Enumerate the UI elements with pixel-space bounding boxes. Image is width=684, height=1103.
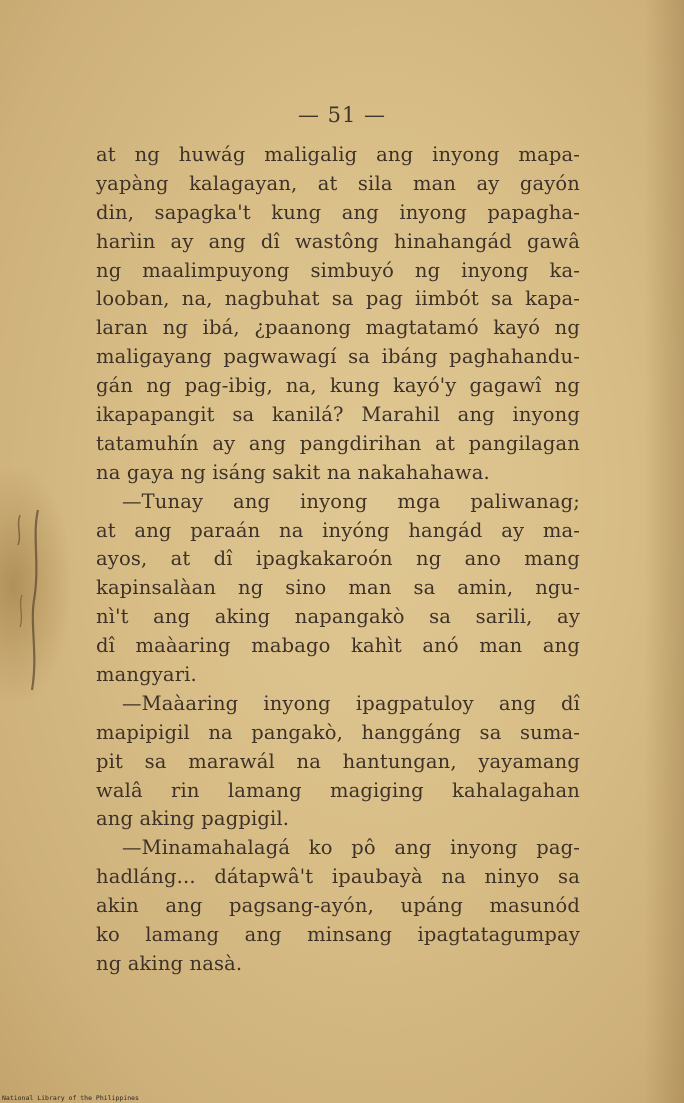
page-edge-shading: [644, 0, 684, 1103]
text-line: yapàng kalagayan, at sila man ay gayón: [96, 171, 580, 195]
text-line: hadláng... dátapwâ't ipaubayà na ninyo sa: [96, 865, 580, 889]
text-line: tatamuhín ay ang pangdirihan at pangilagan: [96, 431, 580, 455]
text-line: ng maalimpuyong simbuyó ng inyong ka-: [96, 258, 580, 282]
text-line: kapinsalàan ng sino man sa amin, ngu-: [96, 576, 580, 600]
text-line: —Maàaring inyong ipagpatuloy ang dî: [122, 691, 580, 715]
text-line: laran ng ibá, ¿paanong magtatamó kayó ng: [96, 316, 580, 340]
text-line: pit sa marawál na hantungan, yayamang: [96, 749, 580, 773]
text-line: mapipigil na pangakò, hanggáng sa suma-: [96, 720, 580, 744]
text-line: ko lamang ang minsang ipagtatagumpay: [96, 923, 580, 947]
text-line: nì't ang aking napangakò sa sarili, ay: [96, 605, 580, 629]
binding-tear-marks: [8, 505, 48, 695]
text-line: na gaya ng isáng sakit na nakahahawa.: [96, 460, 490, 484]
page-number: — 51 —: [297, 103, 387, 127]
text-line: dî maàaring mabago kahìt anó man ang: [96, 634, 580, 658]
text-line: at ng huwág maligalig ang inyong mapa-: [96, 143, 580, 166]
text-line: mangyari.: [96, 663, 197, 687]
text-line: —Minamahalagá ko pô ang inyong pag-: [122, 836, 580, 860]
text-line: ayos, at dî ipagkakaroón ng ano mang: [96, 547, 580, 571]
text-line: walâ rin lamang magiging kahalagahan: [96, 778, 580, 802]
text-line: gán ng pag-ibig, na, kung kayó'y gagawî ng: [96, 374, 580, 398]
page-text: [96, 141, 580, 979]
text-line: ang aking pagpigil.: [96, 807, 290, 831]
text-line: —Tunay ang inyong mga paliwanag;: [122, 489, 580, 513]
text-line: din, sapagka't kung ang inyong papagha-: [96, 200, 580, 224]
text-line: akin ang pagsang-ayón, upáng masunód: [96, 894, 580, 918]
text-line: maligayang pagwawagí sa ibáng paghahandu-: [96, 345, 580, 369]
text-line: ng aking nasà.: [96, 951, 243, 975]
text-line: at ang paraán na inyóng hangád ay ma-: [96, 518, 580, 542]
text-line: ikapapangit sa kanilá? Marahil ang inyong: [96, 403, 580, 427]
text-line: looban, na, nagbuhat sa pag iimbót sa kapa-: [96, 287, 580, 311]
text-line: harìin ay ang dî wastông hinahangád gawâ: [96, 229, 580, 253]
library-credit: National Library of the Philippines: [2, 1094, 139, 1102]
